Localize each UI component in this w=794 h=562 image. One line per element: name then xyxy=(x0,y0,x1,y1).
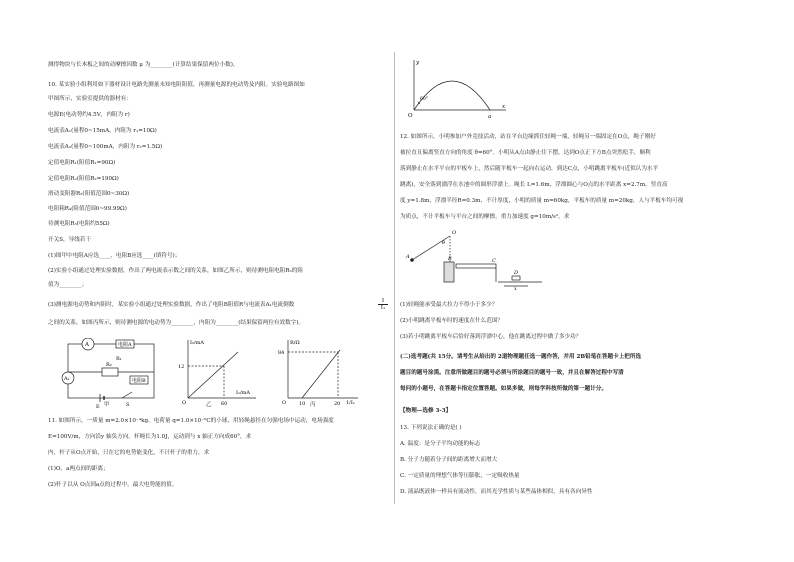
optional-heading-3: 每问的小题号，在答题卡指定位置答题。如果多做，则每学科按所做的第一题计分。 xyxy=(400,386,607,392)
q13-stem: 13. 下列说法正确的是( ) xyxy=(400,425,462,431)
q13-option-d: D. 液晶既液体一样具有流动性，而其光学性质与某些晶体相似，具有各向异性 xyxy=(400,489,593,495)
resistor-B-label: 电阻B xyxy=(132,378,146,384)
equip-8: 待测电阻R₅(电阻约55Ω) xyxy=(48,221,110,227)
swing-c: C xyxy=(492,258,496,264)
q9-tail: 测得物块与长木板之间的动摩擦因数 μ 为________(计算结果保留两位小数)。 xyxy=(48,62,239,68)
resistor-A-label: 电阻A xyxy=(118,342,132,348)
fraction: 1 I₁ xyxy=(378,298,388,311)
traj-angle: 60° xyxy=(420,97,428,102)
q12-stem-4: 跳离)，安全落到漂浮在水池中的圆形浮漂上。绳长 L=1.6m，浮漂圆心与O点的水平距离 x=2.7m、竖直高 xyxy=(400,182,668,188)
equip-5: 定值电阻R₂(阻值R₂=190Ω) xyxy=(48,176,119,182)
q12-stem-2: 被拉直且偏离竖直方向的角度 θ=60°。小明从A点由静止往下摆，达到O点正下方B点突然松手，顺利 xyxy=(400,150,651,156)
yi-origin: O xyxy=(182,400,187,406)
bing-xlabel: 1/I₁ xyxy=(346,400,355,406)
bing-ylabel: R/Ω xyxy=(290,340,300,346)
swing-a: A xyxy=(406,254,410,260)
optional-heading-1: (二)选考题(共 15分。请考生从给出的 2道物理题任选一题作答，并用 2B铅笔在答题卡上把所选 xyxy=(400,354,642,360)
topic-heading: 【物理—选修 3-3】 xyxy=(400,408,452,414)
q13-option-b: B. 分子力随着分子间的距离增大而增大 xyxy=(400,457,498,463)
equip-1: 电源E(电动势约4.5V，内阻为 r) xyxy=(48,112,130,118)
q12-part-2: (2)小明跳离平板车时的速度在什么范围？ xyxy=(400,318,504,324)
equip-7: 电阻箱R₄(阻值范围0~99.99Ω) xyxy=(48,206,127,212)
q10-part-1: (1)图甲中电阻A应选____，电阻B应选____(填符号)； xyxy=(48,253,181,259)
q13-option-a: A. 温度：是分子平均动能的标志 xyxy=(400,441,481,447)
trajectory-figure xyxy=(404,56,514,122)
swing-theta: θ xyxy=(442,240,446,246)
r1-label: R₁ xyxy=(116,356,122,362)
caption-yi: 乙 xyxy=(206,402,212,408)
q10-part-3b: 之间的关系，如图丙所示，则待测电源的电动势为________，内阻为________(结果保留两位有效数字)。 xyxy=(48,320,305,326)
q11-stem-3: 内，杆子从O点开始，只在它的电势能变化，不计杆子的重力。求 xyxy=(48,450,210,456)
switch-label: S xyxy=(126,402,130,408)
q12-part-1: (1)轻绳能承受最大拉力不得小于多少？ xyxy=(400,302,498,308)
swing-x: x xyxy=(514,286,517,290)
q12-part-3: (3)若小明跳离平板车后恰好落到浮漂中心，他在跳离过程中做了多少功？ xyxy=(400,334,582,340)
bing-origin: O xyxy=(282,400,287,406)
q11-stem-1: 11. 如图所示，一质量 m=2.0×10⁻⁴kg、电荷量 q=1.0×10⁻⁶C的小球，用轻绳悬挂在匀强电场中运动，电场强度 xyxy=(48,418,334,424)
bing-xtick-1: 10 xyxy=(299,401,306,406)
yi-xlabel: I₁/mA xyxy=(236,390,251,396)
circuit-diagram xyxy=(60,338,160,410)
battery-label: E xyxy=(96,404,100,410)
graph-bing xyxy=(270,336,362,406)
yi-xtick: 60 xyxy=(221,401,228,406)
r2-label: R₂ xyxy=(106,362,112,368)
yi-ylabel: I₂/mA xyxy=(190,340,205,346)
q10-part-2b: 值为________； xyxy=(48,282,88,288)
traj-x: x xyxy=(502,104,506,110)
q11-stem-2: E=100V/m，方向沿y 轴负方向。杆绳长为1.0J，运动到与 x 轴正方向成60°，求 xyxy=(48,434,252,440)
traj-a: a xyxy=(488,114,492,120)
swing-figure xyxy=(404,222,544,290)
caption-bing: 丙 xyxy=(310,402,316,408)
q10-part-2: (2)实验小组通过处理实验数据，作出了两电流表示数之间的关系，如图乙所示，则待测电阻电阻R₅的阻 xyxy=(48,268,303,274)
equip-3: 电流表A₂(量程0~100mA，内阻为 r₂=1.5Ω) xyxy=(48,144,163,150)
q11-part-1: (1)O、a两点间的距离； xyxy=(48,466,109,472)
swing-b: B xyxy=(448,256,452,262)
q12-stem-1: 12. 如图所示，小明参加户外竞技活动，站在平台边缘抓住轻绳一端，轻绳另一端固定在O点，绳子刚好 xyxy=(400,134,656,140)
column-divider xyxy=(394,52,395,504)
equip-2: 电流表A₁(量程0~15mA，内阻为 r₁=10Ω) xyxy=(48,128,157,134)
equip-6: 滑动变阻器R₃(阻值范围0~30Ω) xyxy=(48,191,130,197)
equip-9: 开关S，导线若干 xyxy=(48,237,91,243)
yi-ytick: 12 xyxy=(178,364,185,370)
q10-stem-2: 甲图所示，实验室提供的器材有： xyxy=(48,96,132,102)
bing-xtick-2: 20 xyxy=(334,401,341,406)
q11-part-2: (2)杆子以从 O点到a点的过程中，最大电势能的值。 xyxy=(48,482,178,488)
q13-option-c: C. 一定质量的理想气体等压膨胀，一定吸收热量 xyxy=(400,473,520,479)
q12-stem-6: 为质点，不计平板车与平台之间的摩擦。重力加速度 g=10m/s²。求 xyxy=(400,214,570,220)
q12-stem-5: 度 y=1.8m，浮漂半径R=0.3m、不计厚度，小明的质量 m=60kg，平板车的质量 m=20kg，人与平板车均可视 xyxy=(400,198,684,204)
optional-heading-2: 题目的题号涂黑。注意所做题目的题号必须与所涂题目的题号一致，并且在解答过程中写清 xyxy=(400,370,624,376)
q10-part-3: (3)测电源电动势和内阻时，某实验小组通过处理实验数据，作出了电阻B阻值R与电流表A₁电流倒数 xyxy=(48,302,295,308)
equip-4: 定值电阻R₁(阻值R₁=90Ω) xyxy=(48,160,116,166)
ammeter-A-label: A xyxy=(85,342,89,348)
q10-stem-1: 10. 某实验小组利用如下器材设计电路先测量未知电阻阻值，再测量电源的电动势及内阻。实验电路图如 xyxy=(48,82,305,88)
traj-origin: O xyxy=(408,113,413,119)
q12-stem-3: 落到静止在水平平台的平板车上，然后随平板车一起向右运动，到达C点，小明跳离平板车(近似认为水平 xyxy=(400,166,659,172)
caption-jia: 甲 xyxy=(104,402,110,408)
swing-o: O xyxy=(452,230,457,236)
swing-d: D xyxy=(514,270,519,276)
ammeter-A1-label: A₁ xyxy=(64,376,70,382)
graph-yi xyxy=(168,336,260,406)
traj-y: y xyxy=(416,60,420,66)
bing-ytick: 84 xyxy=(278,350,285,356)
